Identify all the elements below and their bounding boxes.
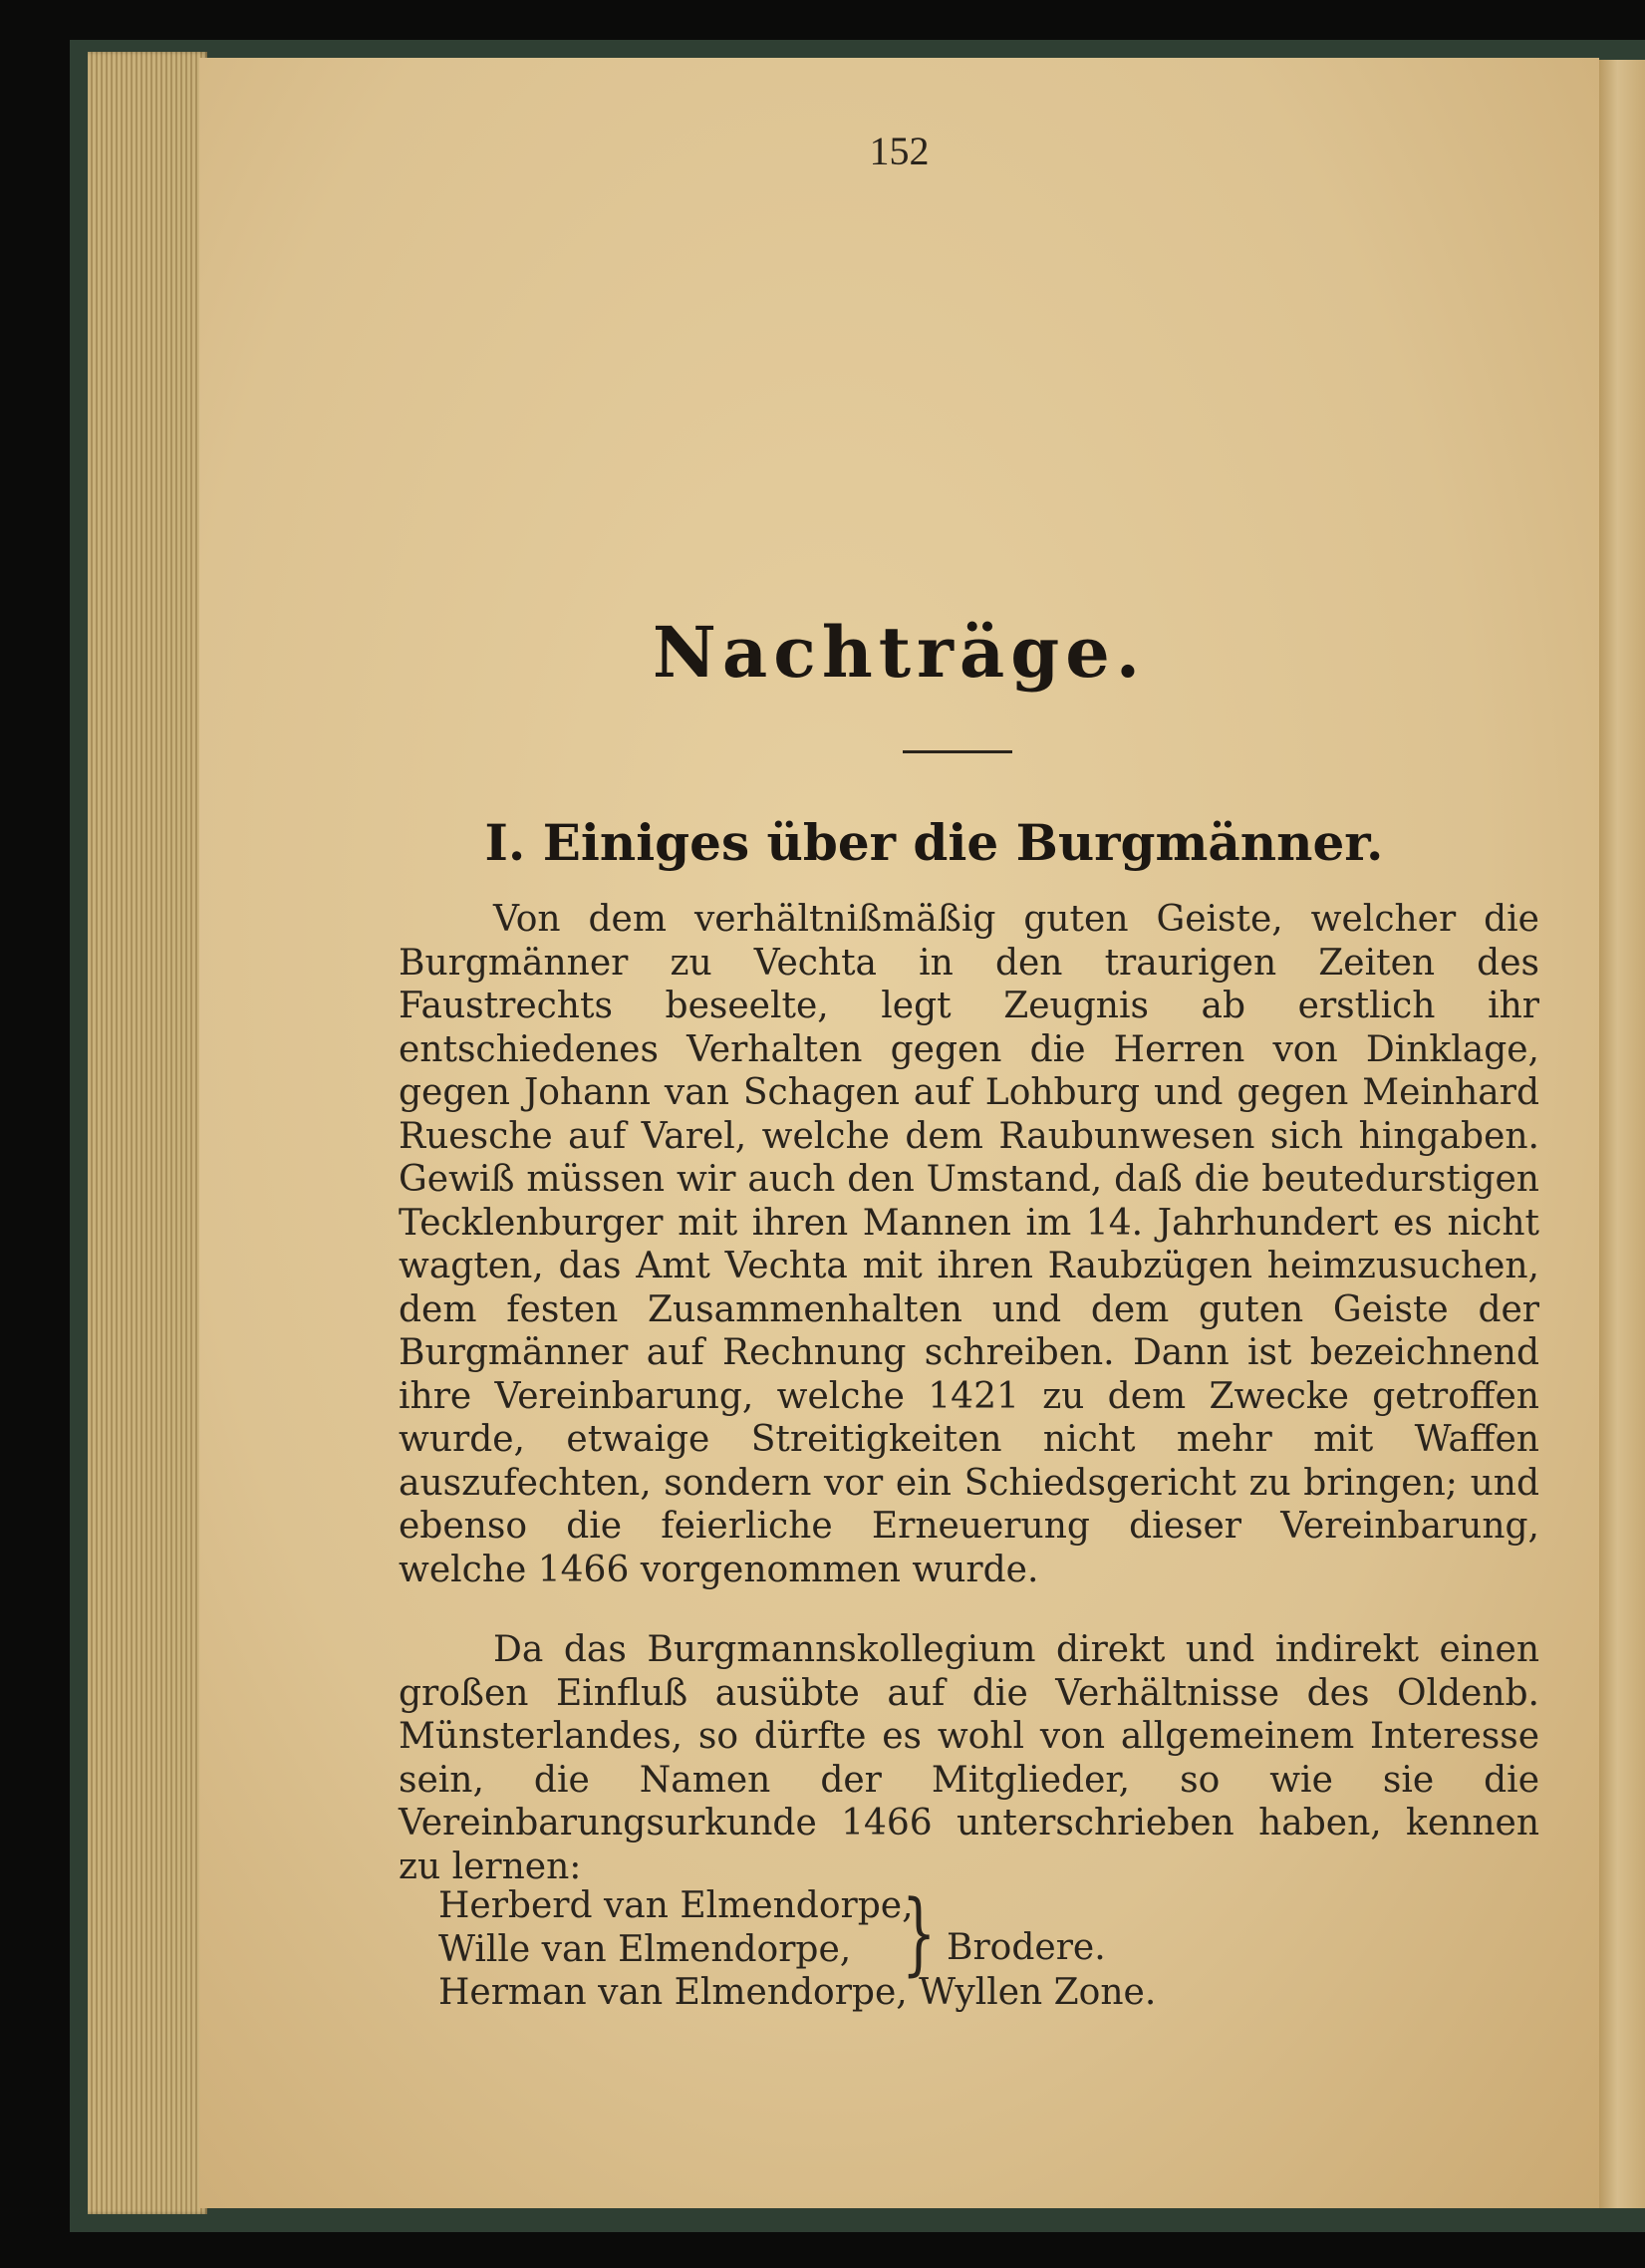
- paragraph: Da das Burgmannskollegium direkt und indirekt einen großen Einfluß ausübte auf die Verhältnisse des Oldenb. Münsterlandes, so dürfte es wohl von allgemeinem Interesse sein, die Namen der Mitglieder, so wie sie die Vereinbarungsurkunde 1466 unterschrieben haben, kennen zu lernen:: [399, 1629, 1539, 1887]
- name-line: Herberd van Elmendorpe,: [438, 1885, 914, 1926]
- page-number: 152: [869, 129, 930, 173]
- brace-glyph: }: [902, 1881, 937, 1986]
- name-line: Wille van Elmendorpe,: [438, 1928, 852, 1970]
- heading-rule: [903, 750, 1012, 753]
- page-edges: [88, 52, 207, 2214]
- book-page: [199, 58, 1599, 2208]
- paragraph: Von dem verhältnißmäßig guten Geiste, welcher die Burgmänner zu Vechta in den traurigen Zeiten des Faustrechts beseelte, legt Zeugnis ab erstlich ihr entschiedenes Verhalten gegen die Herren von Dinklage, gegen Johann van Schagen auf Lohburg und gegen Meinhard Ruesche auf Varel, welche dem Raubunwesen sich hingaben. Gewiß müssen wir auch den Umstand, daß die beutedurstigen Tecklenburger mit ihren Mannen im 14. Jahrhundert es nicht wagten, das Amt Vechta mit ihren Raubzügen heimzusuchen, dem festen Zusammenhalten und dem guten Geiste der Burgmänner auf Rechnung schreiben. Dann ist bezeichnend ihre Vereinbarung, welche 1421 zu dem Zwecke getroffen wurde, etwaige Streitigkeiten nicht mehr mit Waffen auszufechten, sondern vor ein Schiedsgericht zu bringen; und ebenso die feierliche Erneuerung dieser Vereinbarung, welche 1466 vorgenommen wurde.: [399, 899, 1539, 1590]
- book-gutter: [1599, 60, 1645, 2208]
- section-heading: I. Einiges über die Burgmänner.: [484, 813, 1384, 872]
- name-line: Herman van Elmendorpe, Wyllen Zone.: [438, 1972, 1157, 2013]
- page-heading: Nachträge.: [652, 611, 1147, 694]
- brace-label: Brodere.: [947, 1927, 1106, 1968]
